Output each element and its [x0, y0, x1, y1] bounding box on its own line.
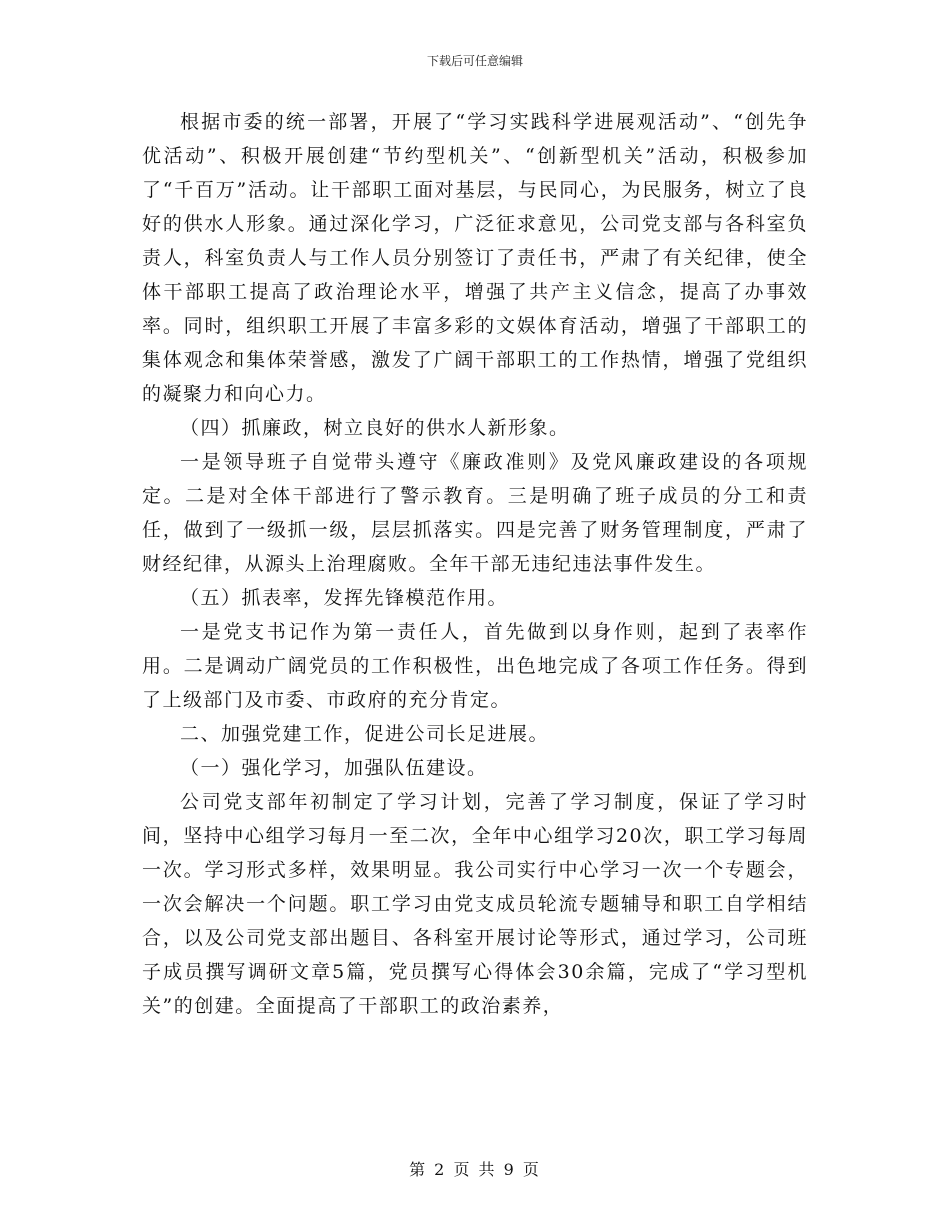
section-heading: （五）抓表率，发挥先锋模范作用。 — [180, 587, 509, 609]
section-heading: （四）抓廉政，树立良好的供水人新形象。 — [180, 417, 570, 439]
document-body — [142, 105, 808, 1023]
section-heading: 二、加强党建工作，促进公司长足进展。 — [180, 723, 550, 745]
paragraph: 公司党支部年初制定了学习计划，完善了学习制度，保证了学习时间，坚持中心组学习每月一至二次，全年中心组学习20次，职工学习每周一次。学习形式多样，效果明显。我公司实行中心学习一次一个专题会，一次会解决一个问题。职工学习由党支成员轮流专题辅导和职工自学相结合，以及公司党支部出题目、各科室开展讨论等形式，通过学习，公司班子成员撰写调研文章5篇，党员撰写心得体会30余篇，完成了“学习型机关”的创建。全面提高了干部职工的政治素养， — [142, 791, 808, 1017]
paragraph: 根据市委的统一部署，开展了“学习实践科学进展观活动”、“创先争优活动”、积极开展创建“节约型机关”、“创新型机关”活动，积极参加了“千百万”活动。让干部职工面对基层，与民同心，为民服务，树立了良好的供水人形象。通过深化学习，广泛征求意见，公司党支部与各科室负责人，科室负责人与工作人员分别签订了责任书，严肃了有关纪律，使全体干部职工提高了政治理论水平，增强了共产主义信念，提高了办事效率。同时，组织职工开展了丰富多彩的文娱体育活动，增强了干部职工的集体观念和集体荣誉感，激发了广阔干部职工的工作热情，增强了党组织的凝聚力和向心力。 — [142, 111, 808, 405]
paragraph: 一是党支书记作为第一责任人，首先做到以身作则，起到了表率作用。二是调动广阔党员的工作积极性，出色地完成了各项工作任务。得到了上级部门及市委、市政府的充分肯定。 — [142, 621, 808, 711]
page-number: 第 2 页 共 9 页 — [409, 1160, 541, 1179]
section-heading: （一）强化学习，加强队伍建设。 — [180, 757, 488, 779]
paragraph: 一是领导班子自觉带头遵守《廉政准则》及党风廉政建设的各项规定。二是对全体干部进行了警示教育。三是明确了班子成员的分工和责任，做到了一级抓一级，层层抓落实。四是完善了财务管理制度，严肃了财经纪律，从源头上治理腐败。全年干部无违纪违法事件发生。 — [142, 451, 808, 575]
page-header-note: 下载后可任意编辑 — [426, 54, 523, 68]
